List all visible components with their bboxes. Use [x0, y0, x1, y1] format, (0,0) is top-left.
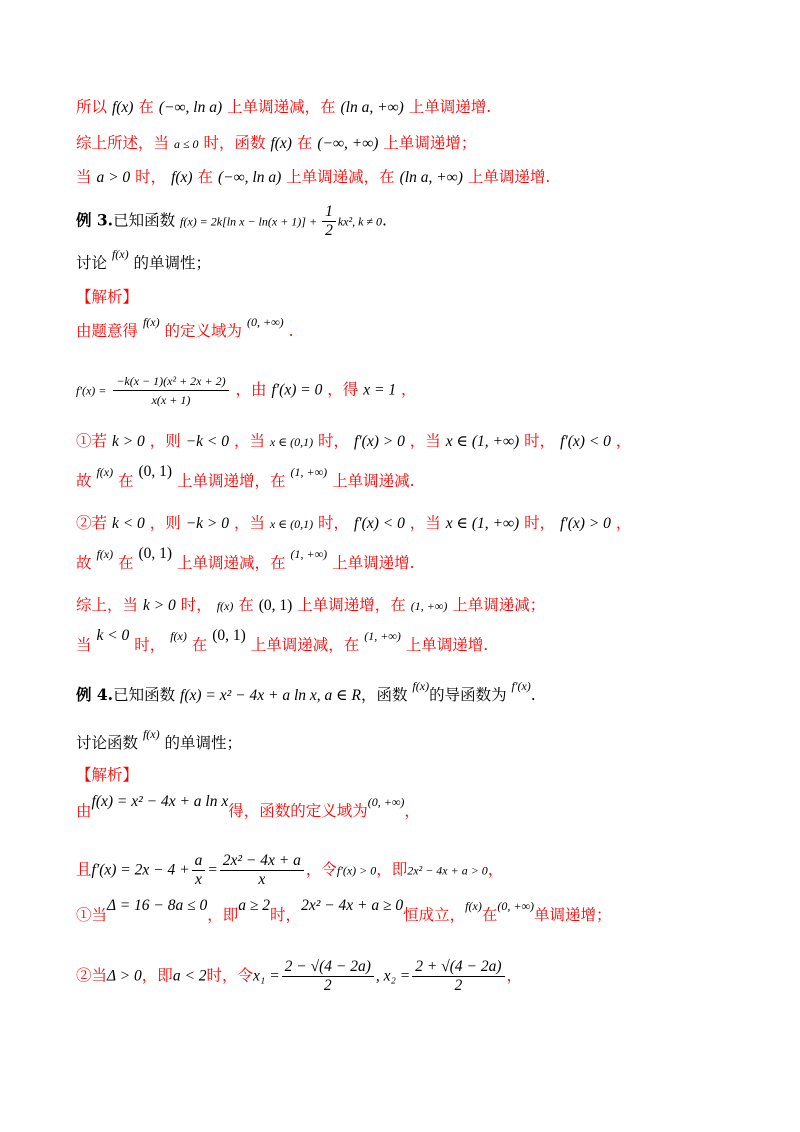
math-fx: f(x): [465, 899, 482, 913]
math-condition: k > 0: [142, 597, 176, 614]
math-fx: f(x): [96, 547, 114, 561]
text: ①若: [76, 432, 108, 450]
example-4-statement: [76, 679, 536, 707]
text: ，即: [376, 860, 408, 879]
text: 上单调递增，在: [297, 596, 406, 614]
math-condition: k < 0: [96, 627, 130, 644]
math-condition: k > 0: [111, 433, 145, 450]
text: 当: [76, 636, 92, 654]
math-interval: (0, +∞): [247, 315, 284, 329]
math-formula: =: [207, 861, 218, 879]
math-interval: (ln a, +∞): [399, 169, 463, 186]
conclusion-line-2: [76, 132, 476, 155]
math-interval: (1, +∞): [410, 599, 448, 613]
math-interval: (−∞, ln a): [217, 169, 282, 186]
text: 上单调递减，在: [250, 636, 360, 654]
case-4-2: [76, 958, 522, 995]
text: 时，: [180, 596, 212, 614]
text: ，当: [409, 432, 441, 450]
math-formula: , x₂ =: [375, 967, 411, 985]
math-fx: f(x): [170, 629, 187, 643]
text: 上单调递增；: [383, 134, 477, 152]
math-fx: f(x): [111, 247, 129, 261]
math-condition: a ≤ 0: [173, 137, 199, 151]
text: 上单调递减，在: [227, 98, 336, 116]
math-fx: f(x): [142, 315, 160, 329]
text: ，当: [409, 514, 441, 532]
text: 已知函数: [113, 211, 176, 230]
math-condition: a > 0: [96, 169, 131, 186]
fraction-numerator: a: [192, 852, 206, 871]
text: 上单调递增.: [408, 98, 492, 116]
text: 的导函数为: [429, 686, 507, 704]
text: 时，: [270, 906, 302, 924]
math-condition: 2x² − 4x + a ≥ 0: [301, 897, 404, 914]
math-formula: x₁ =: [253, 967, 280, 985]
text: 讨论: [76, 254, 108, 272]
math-condition: f′(x) > 0: [353, 433, 405, 450]
solution-heading-4: [76, 764, 138, 786]
fraction-numerator: 2 + √(4 − 2a): [412, 958, 504, 977]
case-2-line-b: [76, 545, 415, 575]
text: ①当: [76, 906, 108, 924]
text: 综上，当: [76, 596, 139, 614]
math-fraction: [192, 852, 206, 889]
math-interval: (−∞, ln a): [158, 99, 223, 116]
text: 上单调递增.: [332, 554, 415, 572]
text: 讨论函数: [76, 734, 139, 752]
text: 上单调递减，在: [286, 168, 395, 186]
math-condition: f′(x) > 0: [560, 515, 611, 532]
text: ，函数: [360, 686, 408, 704]
question-4: [76, 727, 243, 755]
math-condition: −k < 0: [185, 433, 229, 450]
math-interval: (1, +∞): [290, 547, 328, 561]
math-derivative: f′(x): [511, 679, 531, 693]
example-3-statement: [76, 203, 387, 240]
math-interval: (0, +∞): [497, 899, 534, 913]
text: 由题意得: [76, 322, 139, 340]
text: .: [530, 686, 536, 704]
text: ，: [615, 514, 632, 532]
conclusion-line-1: [76, 96, 491, 119]
text: ②当: [76, 966, 108, 985]
math-fx: f(x): [111, 99, 134, 116]
text: ，当: [233, 432, 265, 450]
math-condition: a ≥ 2: [238, 897, 271, 914]
text: ，: [506, 966, 523, 985]
math-fraction: [322, 203, 336, 240]
math-condition: f′(x) > 0: [336, 863, 377, 878]
text: 在: [138, 98, 154, 116]
math-condition: 2x² − 4x + a > 0: [407, 863, 488, 878]
example-label: 例 4.: [76, 685, 114, 704]
math-interval: x ∈ (0,1): [269, 517, 314, 531]
math-interval: (0, 1): [212, 627, 246, 644]
text: 得，函数的定义域为: [228, 802, 368, 820]
summary-3-line-a: [76, 594, 545, 617]
text: .: [381, 211, 387, 230]
math-condition: Δ > 0: [107, 967, 142, 985]
math-formula: f(x) = x² − 4x + a ln x: [91, 793, 229, 810]
math-condition: k < 0: [111, 515, 145, 532]
case-1-line-a: [76, 430, 631, 453]
text: 时，: [318, 514, 350, 532]
math-fraction: [412, 958, 504, 995]
math-formula: f′(x) = 2x − 4 +: [91, 861, 190, 879]
text: 时，令: [206, 966, 254, 985]
math-fx: f(x): [412, 679, 430, 693]
math-fx: f(x): [142, 727, 160, 741]
fraction-numerator: −k(x − 1)(x² + 2x + 2): [113, 372, 228, 391]
fraction-denominator: 2: [454, 977, 463, 994]
math-interval: x ∈ (1, +∞): [445, 515, 520, 532]
derivative-line-3: [76, 372, 417, 409]
text: 上单调递增.: [405, 636, 489, 654]
text: ，: [404, 802, 420, 820]
text: 时，函数: [203, 134, 266, 152]
math-interval: (0, 1): [138, 545, 173, 562]
text: 已知函数: [113, 686, 176, 704]
text: 在: [296, 134, 313, 152]
text: ，即: [207, 906, 239, 924]
text: 上单调递减，在: [177, 554, 286, 572]
text: 时，: [135, 168, 167, 186]
math-formula: x = 1: [363, 381, 397, 399]
math-interval: (0, 1): [258, 597, 293, 614]
fraction-numerator: 2 − √(4 − 2a): [282, 958, 374, 977]
math-formula: f(x) = x² − 4x + a ln x, a ∈ R: [180, 687, 361, 704]
text: ，: [615, 432, 632, 450]
math-fraction: [113, 372, 228, 409]
math-interval: (1, +∞): [364, 629, 401, 643]
math-condition: f′(x) < 0: [560, 433, 611, 450]
math-formula: f′(x) =: [76, 383, 107, 398]
text: 且: [76, 860, 92, 879]
text: 时，: [524, 432, 556, 450]
text: 由: [76, 802, 92, 820]
text: ，: [487, 860, 504, 879]
text: ，由: [235, 380, 267, 399]
text: 的定义域为: [164, 322, 243, 340]
math-interval: (ln a, +∞): [340, 99, 404, 116]
text: 故: [76, 472, 92, 490]
fraction-denominator: x: [258, 871, 266, 888]
summary-3-line-b: [76, 627, 489, 657]
text: 在: [191, 636, 208, 654]
text: 上单调递减.: [332, 472, 415, 490]
text: ，令: [305, 860, 337, 879]
text: ②若: [76, 514, 108, 532]
text: 在: [238, 596, 254, 614]
case-4-1: [76, 897, 612, 927]
derivative-line-4: [76, 852, 503, 889]
text: 所以: [76, 98, 108, 116]
math-condition: Δ = 16 − 8a ≤ 0: [107, 897, 208, 914]
example-label: 例 3.: [76, 210, 114, 230]
text: 时，: [134, 636, 166, 654]
math-condition: a < 2: [172, 967, 207, 985]
text: 在: [197, 168, 214, 186]
text: 单调递增；: [534, 906, 612, 924]
text: 时，: [318, 432, 350, 450]
text: 故: [76, 554, 92, 572]
fraction-numerator: 2x² − 4x + a: [220, 852, 304, 871]
text: ，: [401, 380, 417, 399]
text: 恒成立，: [403, 906, 466, 924]
text: 上单调递增，在: [177, 472, 286, 490]
math-formula: kx², k ≠ 0: [337, 214, 382, 229]
fraction-denominator: x(x + 1): [151, 393, 191, 407]
conclusion-line-3: [76, 166, 550, 189]
text: 的单调性；: [164, 734, 243, 752]
math-formula: f′(x) = 0: [271, 381, 323, 399]
case-2-line-a: [76, 512, 631, 535]
text: 在: [118, 472, 134, 490]
math-formula: f(x) = 2k[ln x − ln(x + 1)] +: [180, 214, 321, 229]
text: 当: [76, 168, 92, 186]
fraction-numerator: 1: [322, 203, 336, 222]
text: 在: [481, 906, 498, 924]
text: 在: [118, 554, 134, 572]
math-fx: f(x): [96, 465, 114, 479]
text: 上单调递减；: [452, 596, 546, 614]
text: 综上所述，当: [76, 134, 170, 152]
domain-line-3: [76, 315, 294, 343]
text: ，当: [233, 514, 265, 532]
text: ，则: [149, 432, 181, 450]
text: .: [288, 322, 294, 340]
domain-line-4: [76, 793, 420, 823]
math-interval: x ∈ (0,1): [269, 435, 314, 449]
math-condition: −k > 0: [185, 515, 229, 532]
math-fx: f(x): [216, 599, 234, 613]
math-interval: (−∞, +∞): [317, 135, 379, 152]
text: ，得: [327, 380, 359, 399]
solution-heading: [76, 286, 138, 308]
math-fx: f(x): [270, 135, 292, 152]
fraction-denominator: 2: [325, 222, 333, 239]
math-interval: x ∈ (1, +∞): [445, 433, 520, 450]
math-interval: (1, +∞): [290, 465, 328, 479]
math-condition: f′(x) < 0: [353, 515, 405, 532]
fraction-denominator: 2: [323, 977, 332, 994]
question-3: [76, 247, 212, 275]
text: 的单调性；: [133, 254, 212, 272]
text: ，则: [149, 514, 181, 532]
math-interval: (0, +∞): [367, 795, 405, 809]
text: 【解析】: [76, 288, 139, 306]
case-1-line-b: [76, 463, 415, 493]
math-fraction: [220, 852, 304, 889]
math-fx: f(x): [171, 169, 193, 186]
text: ，即: [141, 966, 173, 985]
text: 时，: [524, 514, 556, 532]
text: 【解析】: [76, 766, 139, 784]
text: 上单调递增.: [467, 168, 551, 186]
fraction-denominator: x: [194, 871, 202, 888]
math-interval: (0, 1): [138, 463, 173, 480]
math-fraction: [282, 958, 374, 995]
